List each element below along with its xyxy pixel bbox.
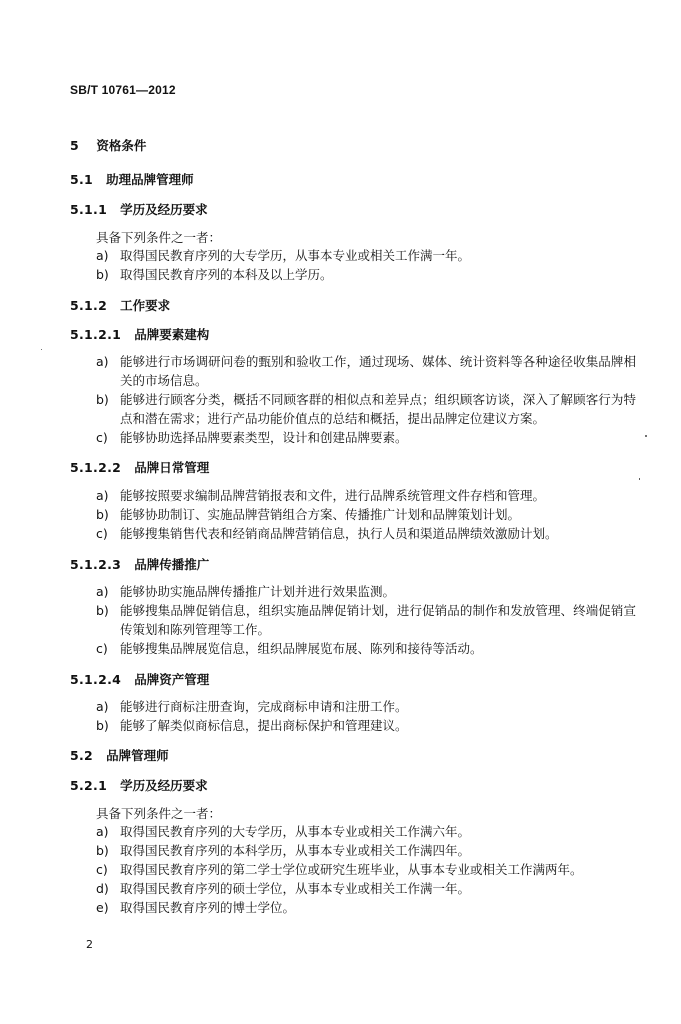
list-item [96,352,636,390]
section-5-2-1-heading [70,776,208,794]
section-title: 品牌管理师 [106,748,169,763]
list-item-text: 取得国民教育序列的硕士学位，从事本专业或相关工作满一年。 [120,881,471,896]
list-item [96,841,636,860]
section-5-1-2-3-heading [70,555,209,573]
list-marker: a) [96,824,109,839]
list-item [96,639,636,658]
list-item [96,601,636,639]
list-item-text: 能够协助制订、实施品牌营销组合方案、传播推广计划和品牌策划计划。 [120,507,521,522]
section-number: 5.1 [70,172,94,187]
section-5-heading [70,136,146,154]
list-item [96,486,636,505]
list-item [96,428,636,447]
section-title: 品牌传播推广 [134,557,210,572]
list-marker: b) [96,843,109,858]
list-marker: d) [96,881,109,896]
section-number: 5.1.2.2 [70,460,122,475]
section-title: 学历及经历要求 [120,202,208,217]
list-item-text: 能够进行顾客分类，概括不同顾客群的相似点和差异点；组织顾客访谈，深入了解顾客行为特点和潜在需求；进行产品功能价值点的总结和概括，提出品牌定位建议方案。 [120,392,636,426]
section-5-2-heading [70,746,169,764]
list-marker: a) [96,699,109,714]
list-marker: a) [96,248,109,263]
list-marker: a) [96,488,109,503]
list-item-text: 取得国民教育序列的本科学历，从事本专业或相关工作满四年。 [120,843,471,858]
list-item [96,582,636,601]
list-marker: a) [96,354,109,369]
list-marker: c) [96,641,108,656]
list-item-text: 取得国民教育序列的大专学历，从事本专业或相关工作满一年。 [120,248,471,263]
section-number: 5.1.1 [70,202,108,217]
list-item [96,860,636,879]
list-marker: b) [96,603,109,618]
list-marker: b) [96,507,109,522]
section-number: 5.1.2 [70,298,108,313]
section-number: 5.1.2.3 [70,557,122,572]
list-item-text: 能够搜集品牌展览信息，组织品牌展览布展、陈列和接待等活动。 [120,641,483,656]
section-title: 品牌日常管理 [134,460,210,475]
list-item-text: 取得国民教育序列的博士学位。 [120,900,296,915]
section-5-1-2-2-heading [70,458,209,476]
section-5-1-1-heading [70,200,208,218]
list-item-text: 能够按照要求编制品牌营销报表和文件，进行品牌系统管理文件存档和管理。 [120,488,546,503]
section-title: 工作要求 [120,298,171,313]
section-title: 助理品牌管理师 [106,172,194,187]
list-marker: c) [96,430,108,445]
list-item [96,879,636,898]
list-marker: a) [96,584,109,599]
list-item [96,697,636,716]
list-item [96,390,636,428]
section-title: 品牌要素建构 [134,327,210,342]
list-item-text: 能够进行市场调研问卷的甄别和验收工作，通过现场、媒体、统计资料等各种途径收集品牌相关的市场信息。 [120,354,636,388]
section-title: 学历及经历要求 [120,778,208,793]
list-item-text: 取得国民教育序列的本科及以上学历。 [120,267,333,282]
section-title: 品牌资产管理 [134,672,210,687]
list-item-text: 能够协助实施品牌传播推广计划并进行效果监测。 [120,584,396,599]
list-item-text: 能够了解类似商标信息，提出商标保护和管理建议。 [120,718,408,733]
list-marker: c) [96,526,108,541]
list-item-text: 取得国民教育序列的第二学士学位或研究生班毕业，从事本专业或相关工作满两年。 [120,862,583,877]
section-5-1-2-4-heading [70,670,209,688]
section-number: 5.1.2.4 [70,672,122,687]
page-number: 2 [86,938,93,951]
intro-text: 具备下列条件之一者： [96,806,222,821]
list-item-text: 能够搜集品牌促销信息，组织实施品牌促销计划，进行促销品的制作和发放管理、终端促销宣传策划和陈列管理等工作。 [120,603,636,637]
intro-text: 具备下列条件之一者： [96,230,222,245]
list-marker: c) [96,862,108,877]
list-item-text: 能够协助选择品牌要素类型，设计和创建品牌要素。 [120,430,408,445]
list-item-text: 能够搜集销售代表和经销商品牌营销信息，执行人员和渠道品牌绩效激励计划。 [120,526,558,541]
list-item [96,716,636,735]
scan-speck [645,435,647,437]
section-number: 5 [70,138,79,153]
list-marker: b) [96,718,109,733]
list-item-text: 能够进行商标注册查询，完成商标申请和注册工作。 [120,699,408,714]
list-item [96,898,636,917]
list-marker: b) [96,267,109,282]
section-5-1-2-1-heading [70,325,209,343]
section-number: 5.1.2.1 [70,327,122,342]
scan-speck [41,349,42,350]
list-marker: b) [96,392,109,407]
list-item [96,822,636,841]
list-item [96,246,636,265]
list-item [96,265,636,284]
section-5-1-heading [70,170,194,188]
section-5-1-2-heading [70,296,170,314]
list-item [96,505,636,524]
list-item-text: 取得国民教育序列的大专学历，从事本专业或相关工作满六年。 [120,824,471,839]
list-item [96,524,636,543]
document-code: SB/T 10761—2012 [70,83,176,97]
section-title: 资格条件 [96,138,147,153]
list-marker: e) [96,900,109,915]
scan-speck [639,478,640,480]
section-number: 5.2.1 [70,778,108,793]
section-number: 5.2 [70,748,94,763]
